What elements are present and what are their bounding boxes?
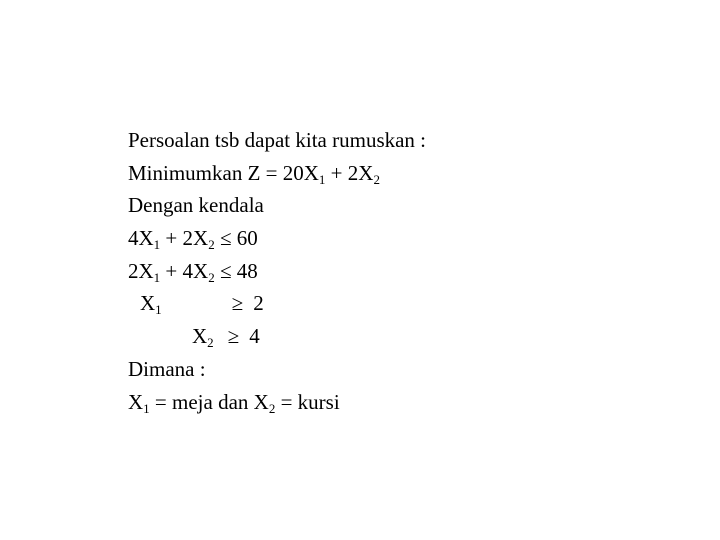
definition-sub-2: 2 [268,400,276,416]
definition-line [128,386,426,419]
definition-a: X [128,389,144,414]
c4-sub: 2 [207,335,214,351]
objective-sub-2: 2 [373,171,380,187]
constraint-2-line [128,255,426,288]
constraint-3-line [128,287,426,320]
c2-rhs: 48 [236,258,258,283]
constraint-1-line [128,222,426,255]
c1-rhs: 60 [236,226,258,251]
c1-sub-1: 1 [153,237,161,253]
c4-operator: ≥ [227,324,240,349]
objective-prefix: Minimumkan Z = 20X [128,160,319,185]
c2-sub-1: 1 [153,269,161,285]
definition-c: = kursi [275,389,340,414]
c1-sub-2: 2 [208,237,215,253]
objective-mid: + 2X [325,160,374,185]
intro-line [128,124,426,157]
c3-operator: ≥ [231,291,244,316]
c1-term-a: 4X [128,226,154,251]
objective-line [128,157,426,190]
where-text: Dimana : [128,356,206,381]
c4-rhs: 4 [249,324,260,349]
c3-rhs: 2 [253,291,264,316]
constraint-header-line [128,189,426,222]
definition-b: = meja dan X [149,389,269,414]
c1-operator: ≤ [219,226,232,251]
intro-text: Persoalan tsb dapat kita rumuskan : [128,128,427,152]
c2-term-a: 2X [128,258,154,283]
c3-sub: 1 [155,302,162,318]
where-line [128,353,426,386]
c3-var: X [140,291,156,316]
c2-term-b: + 4X [160,258,209,283]
constraint-header: Dengan kendala [128,193,264,218]
constraint-4-line [128,320,426,353]
c2-operator: ≤ [219,258,232,283]
c4-var: X [192,324,208,349]
objective-sub-1: 1 [318,171,326,187]
c2-sub-2: 2 [208,269,215,285]
definition-sub-1: 1 [143,400,150,416]
c1-term-b: + 2X [160,226,209,251]
formulation-text [128,124,426,418]
